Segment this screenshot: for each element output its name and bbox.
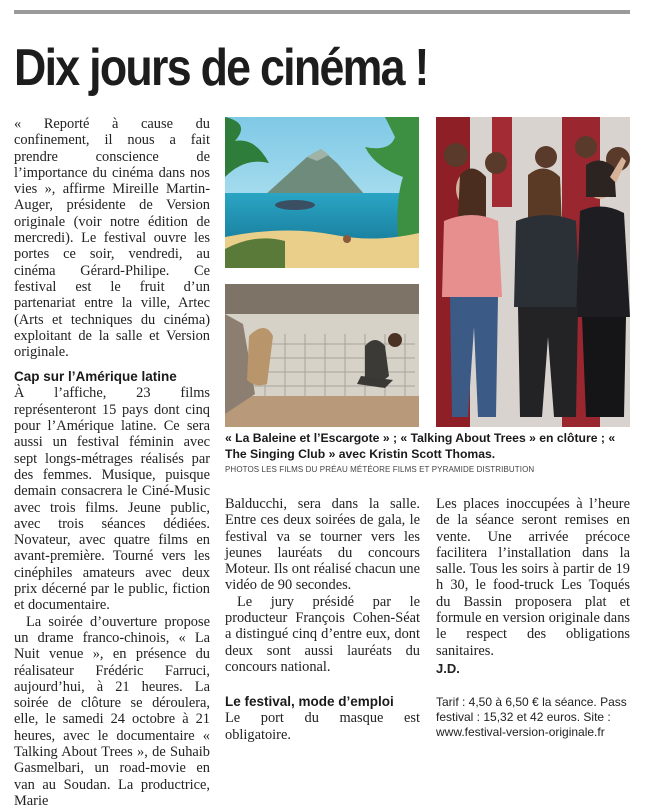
headline: Dix jours de cinéma ! [14,39,428,97]
paragraph: La soirée d’ouverture propose un drame franco-chinois, « La Nuit venue », en présence du réalisateur Frédéric Farruci, aujourd’hui, à 21 heures. La soirée de clôture se déroulera, elle, le samedi 24 octobre à 21 heures, avec le documentaire « Talking About Trees », de Suhaib Gasmelbari, un road-movie en van au Soudan. La productrice, Marie [14,613,210,809]
paragraph: Le jury présidé par le producteur François Cohen-Séat a distingué cinq d’entre eux, dont deux sont aussi lauréats du concours national. [225,593,420,675]
author-signature: J.D. [436,660,460,676]
paragraph: Les places inoccupées à l’heure de la séance seront remises en vente. Une arrivée précoce facilitera l’installation dans la salle. Tous les soirs à partir de 19 h 30, le food-truck Les Toqués du Bassin proposera plat et formule en version originale dans le respect des obligations sanitaires. [436,496,630,659]
photo-caption: « La Baleine et l’Escargote » ; « Talking About Trees » en clôture ; « The Singing Club » avec Kristin Scott Thomas. [225,431,616,461]
subhead-amerique-latine: Cap sur l’Amérique latine [14,369,177,385]
article-column-2 [225,496,420,743]
article-column-3 [436,496,630,740]
paragraph: Le port du masque est obligatoire. [225,710,420,743]
photo-talking-about-trees [225,284,419,427]
intro-paragraph: « Reporté à cause du confinement, il nous a fait prendre conscience de l’importance du cinéma dans nos vies », affirme Mireille Martin-Auger, présidente de Version originale (voir notre édition de mercredi). Le festival ouvre les portes ce soir, vendredi, au cinéma Gérard-Philipe. Ce festival est le fruit d’un partenariat entre la ville, Artec (Arts et techniques du cinéma) exploitant de la salle et Version originale. [14,116,210,361]
top-rule [14,10,630,14]
photo-credit: PHOTOS LES FILMS DU PRÉAU MÉTÉORE FILMS ET PYRAMIDE DISTRIBUTION [225,465,535,474]
paragraph: Balducchi, sera dans la salle. Entre ces deux soirées de gala, le festival va se tourner vers les jeunes lauréats du concours Moteur. Ils ont réalisé chacun une vidéo de 90 secondes. [225,496,421,594]
article-column-1 [14,116,210,809]
photo-baleine-escargote [225,117,419,268]
photo-singing-club [436,117,630,427]
paragraph: À l’affiche, 23 films représenteront 15 pays dont cinq pour l’Amérique latine. Ce sera aussi un festival féminin avec sept longs-métrages réalisés par des femmes. Musique, puisque demain consacrera le Ciné-Music avec trois films. Jeune public, avec trois séances dédiées. Novateur, avec quatre films en avant-première. Tourné vers les cinéphiles amateurs avec deux prix décerné par le public, fiction et documentaire. [14,385,210,614]
practical-info: Tarif : 4,50 à 6,50 € la séance. Pass festival : 15,32 et 42 euros. Site : www.festival-version-originale.fr [436,695,627,740]
subhead-mode-emploi: Le festival, mode d’emploi [225,694,394,710]
